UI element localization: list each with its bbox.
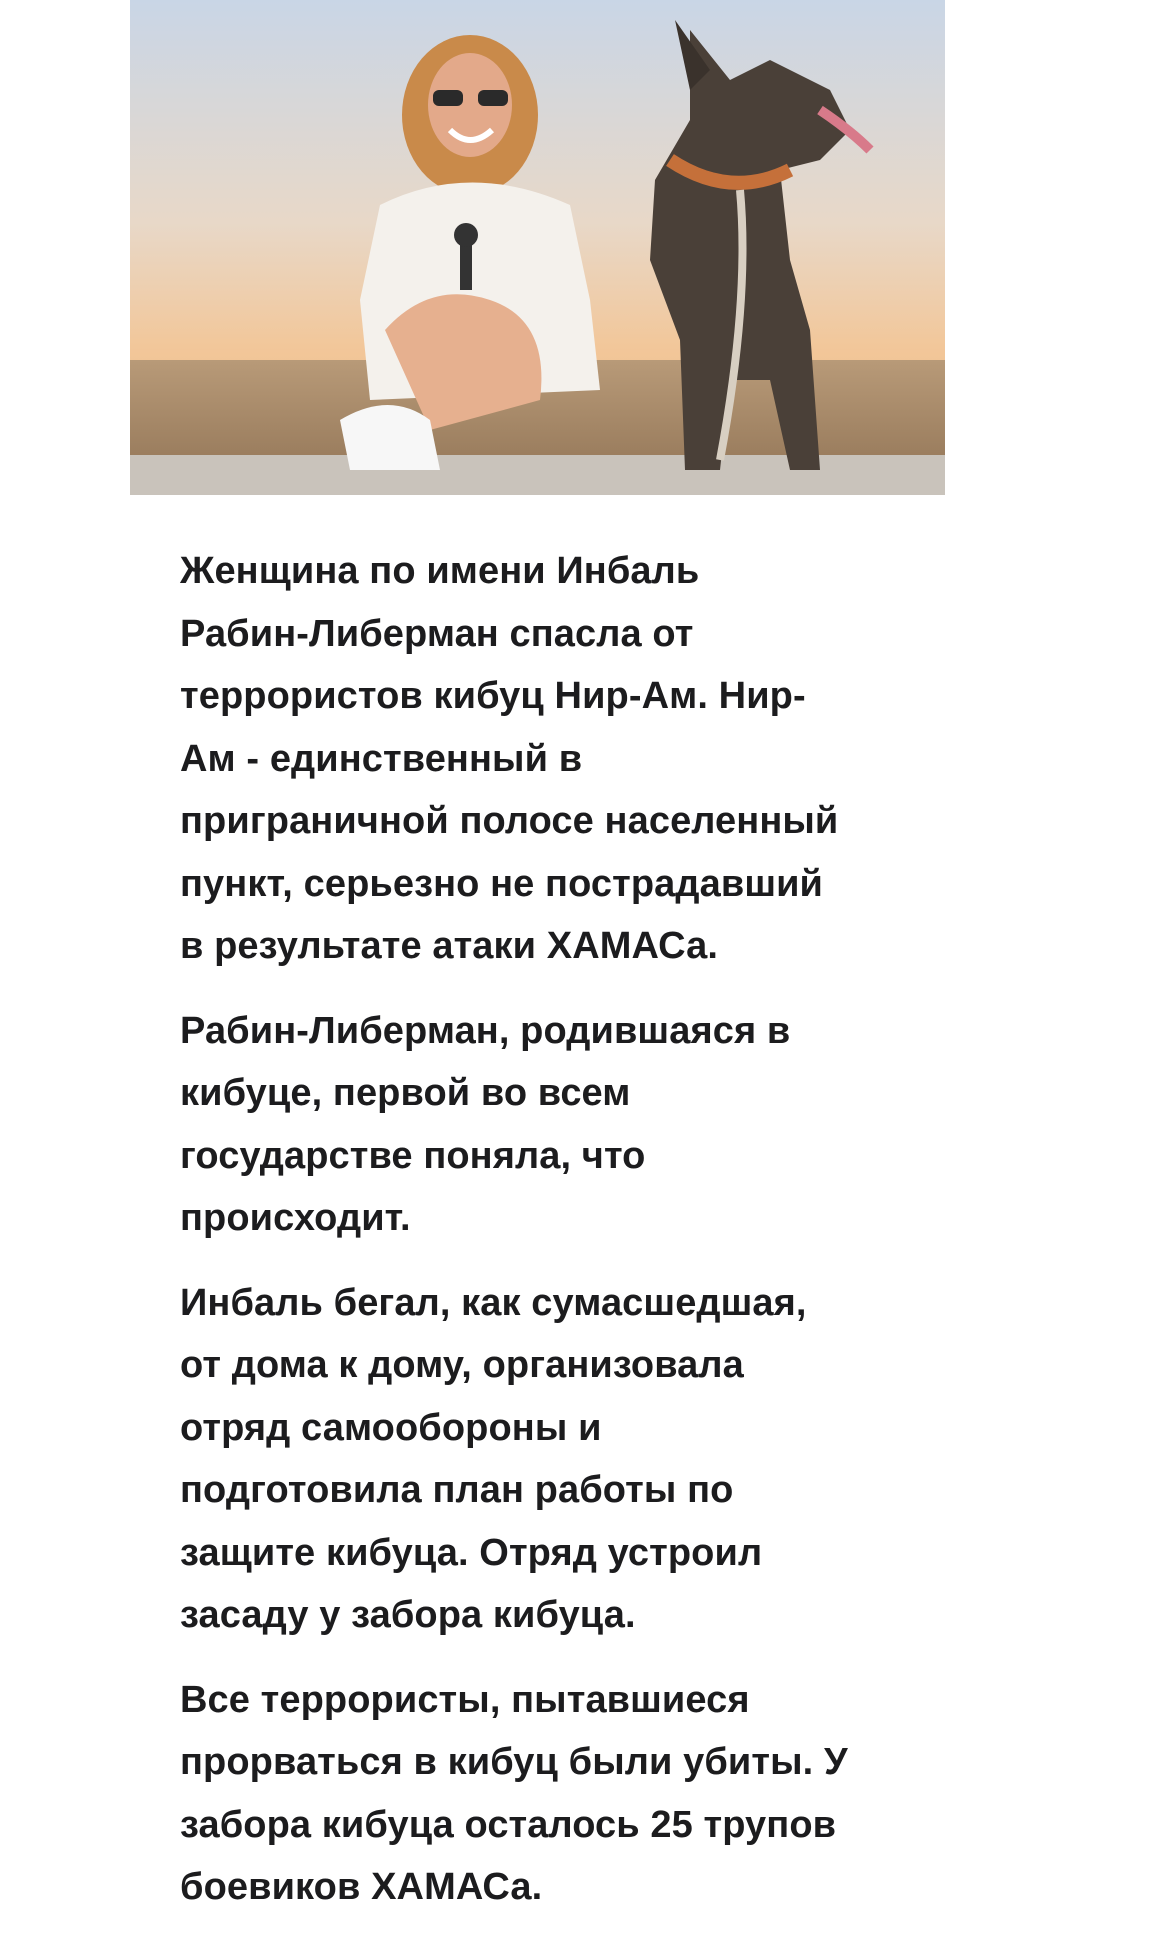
text-line: Женщина по имени Инбаль (180, 550, 700, 592)
article-photo (130, 0, 945, 495)
paragraph-4 (180, 1669, 920, 1919)
text-line: приграничной полосе населенный (180, 800, 839, 842)
text-line: засаду у забора кибуца. (180, 1594, 636, 1636)
text-line: прорваться в кибуц были убиты. У (180, 1741, 848, 1783)
article-body (180, 540, 920, 1919)
text-line: Рабин-Либерман спасла от (180, 612, 694, 655)
paragraph-2 (180, 1000, 920, 1250)
text-line: кибуце, первой во всем (180, 1072, 631, 1114)
paragraph-3 (180, 1272, 920, 1647)
text-line: государстве поняла, что (180, 1134, 646, 1177)
text-line: происходит. (180, 1197, 411, 1239)
text-line: подготовила план работы по (180, 1469, 734, 1511)
text-line: отряд самообороны и (180, 1406, 602, 1449)
text-line: Все террористы, пытавшиеся (180, 1678, 750, 1721)
text-line: террористов кибуц Нир-Ам. Нир- (180, 675, 806, 717)
photo-illustration (130, 0, 945, 495)
text-line: в результате атаки ХАМАСа. (180, 925, 718, 967)
text-line: защите кибуца. Отряд устроил (180, 1531, 763, 1574)
text-line: Ам - единственный в (180, 737, 583, 780)
text-line: Инбаль бегал, как сумасшедшая, (180, 1281, 807, 1324)
paragraph-1 (180, 540, 920, 978)
text-line: пункт, серьезно не пострадавший (180, 862, 824, 905)
text-line: забора кибуца осталось 25 трупов (180, 1803, 837, 1846)
text-line: боевиков ХАМАСа. (180, 1866, 543, 1908)
text-line: от дома к дому, организовала (180, 1344, 744, 1386)
text-line: Рабин-Либерман, родившаяся в (180, 1009, 791, 1052)
